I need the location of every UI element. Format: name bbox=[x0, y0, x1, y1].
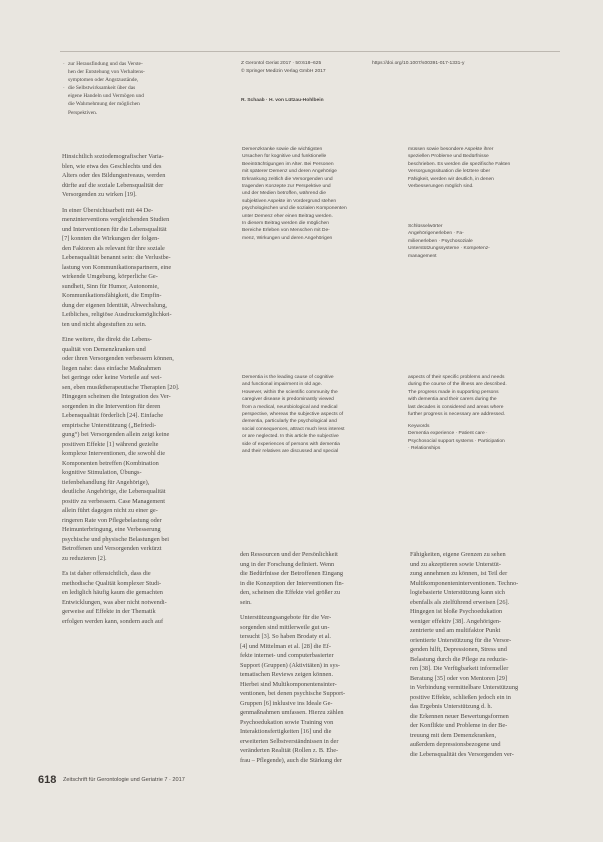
abstract-line: Versorgungssituation die letztere über bbox=[408, 169, 491, 175]
keyword-line: Schlüsselwörter bbox=[408, 224, 443, 229]
body-line: lastung von Kommunikationspartnern, eine bbox=[62, 263, 172, 271]
body-line: veränderten Realität (Rollen z. B. Ehe- bbox=[240, 747, 339, 754]
bullet-line: symptomen oder Angstzustände, bbox=[68, 77, 139, 84]
keyword-line: Unterstützungssysteme · Kompetenz- bbox=[408, 246, 490, 252]
online-line: © Springer Medizin Verlag GmbH 2017 bbox=[241, 69, 326, 74]
body-line: sein. bbox=[240, 598, 252, 606]
abstract-line: The progress made in supporting persons bbox=[408, 389, 499, 395]
top-rule bbox=[60, 51, 560, 52]
abstract-line: social consequences, attract much less interest bbox=[242, 426, 345, 432]
body-line: Support (Gruppen) (Aktivitäten) in sys- bbox=[240, 661, 341, 669]
body-line: Leibliches, religiöse Ausdrucksmöglichkei- bbox=[62, 311, 172, 318]
keyword-line: management bbox=[408, 253, 437, 259]
abstract-line: during the course of the illness are described. bbox=[408, 382, 507, 388]
body-line: erfolgen werden kann, sondern auch auf bbox=[62, 617, 164, 625]
abstract-line: menz, Wirkungen und deren Angehörigen bbox=[242, 235, 333, 241]
body-line: genden hilft, Depressionen, Stress und bbox=[410, 646, 507, 653]
body-line: dung der eigenen Identität, Abwechslung, bbox=[62, 301, 167, 309]
abstract-de-right bbox=[408, 146, 562, 190]
keyword-line: Angehörigenerleben · Fa- bbox=[408, 231, 464, 237]
abstract-en-box bbox=[236, 370, 566, 470]
abstract-line: dementia, particularly the psychological and bbox=[242, 419, 337, 425]
body-line: liegen nahe: dass einfache Maßnahmen bbox=[62, 364, 161, 372]
body-line: Psychoedukation sowie Training von bbox=[240, 718, 334, 726]
body-line: tersucht [3]. So haben Brodaty et al. bbox=[240, 633, 331, 640]
body-line: Multikomponenteninterventionen. Techno- bbox=[410, 579, 519, 587]
abstract-line: Beeinträchtigungen im Alter. Bei Personen bbox=[242, 161, 334, 167]
body-line: kognitive Stimulation, Übungs- bbox=[62, 469, 142, 476]
abstract-line: or are neglected. In this article the subjective bbox=[242, 434, 339, 440]
body-line: positive Effekte, schließen jedoch ein in bbox=[410, 693, 511, 701]
body-line: und Interventionen für die Lebensqualität bbox=[62, 225, 167, 233]
abstract-line: müssen sowie besondere Aspekte ihrer bbox=[408, 147, 494, 152]
keyword-line: Psychosocial support systems · Participation bbox=[408, 438, 505, 444]
abstract-line: beschrieben. Es werden die spezifische Fakten bbox=[408, 161, 511, 167]
body-line: bei geringe oder keine Vorteile auf wei- bbox=[62, 374, 162, 381]
body-line: tematischen Reviews zeigen können. bbox=[240, 671, 334, 678]
abstract-line: Verbesserungen möglich sind. bbox=[408, 184, 474, 190]
keyword-line: Dementia experience · Patient care · bbox=[408, 431, 488, 437]
abstract-line: Ursachen für kognitive und funktionelle bbox=[242, 154, 327, 160]
abstract-line: further progress is necessary are addressed. bbox=[408, 412, 506, 418]
abstract-line: Bereiche Erleben von Menschen mit De- bbox=[242, 228, 330, 234]
abstract-line: caregiver disease is predominantly viewed bbox=[242, 397, 334, 403]
body-line: ung in der Forschung definiert. Wenn bbox=[240, 560, 335, 568]
abstract-line: Demenzkranke sowie die wichtigsten bbox=[242, 147, 323, 152]
body-line: logiebasierte Unterstützung kann sich bbox=[410, 589, 505, 596]
body-line: die Erkennen neuer Bewertungsformen bbox=[410, 712, 509, 720]
body-line: positiven Effekte [1] während gezielte bbox=[62, 440, 159, 448]
body-line: das Ergebnis Unterstützung d. h. bbox=[410, 703, 493, 710]
body-line: ebenfalls als zielführend erweisen [26]. bbox=[410, 598, 510, 606]
body-line: erweiterten Selbstverständnissen in der bbox=[240, 737, 339, 745]
abstract-line: last decades is considered and areas where bbox=[408, 404, 504, 410]
body-line: Interaktionsfertigkeiten [16] und die bbox=[240, 728, 332, 735]
body-line: Belastung durch die Pflege zu reduzie- bbox=[410, 655, 508, 663]
body-line: Alters oder des Bildungsniveaus, werden bbox=[62, 172, 166, 179]
body-line: Hierbei sind Multikomponentensinter- bbox=[240, 680, 337, 688]
body-line: gerweise auf Effekte in der Thematik bbox=[62, 608, 156, 615]
body-line: den, scheinen die Effekte viel größer zu bbox=[240, 589, 341, 596]
body-line: Hingegen ist bloße Psychoedukation bbox=[410, 608, 503, 615]
body-line: zentrierte und am multifaktor Punkt bbox=[410, 627, 501, 634]
abstract-de-box bbox=[236, 140, 566, 360]
right-column-text bbox=[410, 550, 566, 759]
abstract-line: unter Demenz eher einen Beitrag werden. bbox=[242, 213, 333, 219]
body-line: wirkende Umgebung, körperliche Ge- bbox=[62, 273, 158, 280]
body-line: zung annehmen zu können, ist Teil der bbox=[410, 570, 508, 577]
body-line: sundheit, Sinn für Humor, Autonomie, bbox=[62, 282, 159, 290]
body-line: deutliche Angehörige, die Lebensqualität bbox=[62, 488, 166, 495]
abstract-line: side of experiences of persons with dementia bbox=[242, 441, 340, 447]
body-line: Kommunikationsfähigkeit, die Empfin- bbox=[62, 292, 162, 299]
body-line: den Faktoren als relevant für ihre soziale bbox=[62, 244, 165, 252]
body-line: oder ihren Versorgenden verbessern können, bbox=[62, 355, 174, 362]
keyword-line: milienerleben · Psychosoziale bbox=[408, 238, 473, 244]
body-line: Beratung [35] oder von Mentoren [29] bbox=[410, 674, 508, 682]
body-line: genmaßnahmen umfassen. Hierzu zählen bbox=[240, 709, 344, 716]
body-line: Heimunterbringung, eine Verbesserung bbox=[62, 526, 161, 533]
abstract-line: und der Medien betroffen, während die bbox=[242, 191, 326, 197]
body-line: in Verbindung vermittelbare Unterstützung bbox=[410, 684, 519, 691]
keyword-line: · Relationships bbox=[408, 446, 441, 452]
body-line: der Konflikte und Probleme in der Be- bbox=[410, 722, 508, 729]
bullet-list bbox=[63, 60, 228, 117]
body-line: blen, wie etwa des Geschlechts und des bbox=[62, 162, 162, 170]
abstract-line: In diesem Beitrag werden die möglichen bbox=[242, 221, 329, 227]
body-line: dürfte auf die soziale Lebensqualität der bbox=[62, 181, 164, 189]
bullet-line: Perspektiven. bbox=[68, 109, 98, 116]
body-line: ventionen, bei denen psychische Support- bbox=[240, 690, 346, 697]
body-line: empirische Unterstützung („Befriedi- bbox=[62, 421, 157, 429]
citation: Z Gerontol Geriat 2017 · 50:618–625 bbox=[241, 61, 322, 66]
authors: R. Schaab · H. von Lützau-Hohlbein bbox=[241, 98, 324, 103]
abstract-line: Fähigkeit, werden wir deutlich, in denen bbox=[408, 176, 494, 182]
journal-footer: Zeitschrift für Gerontologie und Geriatrie 7 · 2017 bbox=[63, 777, 185, 783]
body-line: In einer Übersichtsarbeit mit 44 De- bbox=[62, 206, 154, 214]
abstract-line: mit späterer Demenz und deren Angehörige bbox=[242, 169, 337, 175]
body-line: komplexe Interventionen, die sowohl die bbox=[62, 450, 165, 457]
abstract-de-left bbox=[242, 146, 400, 242]
bullet-line: die Wahrnehmung der möglichen bbox=[68, 101, 140, 108]
body-line: allein führt dagegen nicht zu einer ge- bbox=[62, 507, 158, 514]
abstract-line: psychologischen und die sozialen Komponenten bbox=[242, 206, 347, 212]
abstract-line: aspects of their specific problems and needs bbox=[408, 375, 505, 380]
body-line: [4] und Mittelman et al. [28] die Ef- bbox=[240, 642, 331, 650]
body-line: fekte internet- und computerbasierter bbox=[240, 652, 334, 659]
abstract-line: subjektiven Aspekte im Vordergrund stehen bbox=[242, 198, 337, 204]
body-line: frau – Pflegende), auch die Stärkung der bbox=[240, 756, 342, 764]
body-line: psychische und physische Belastungen bei bbox=[62, 535, 170, 543]
keywords-de bbox=[408, 223, 562, 260]
body-line: ringeren Rate von Pflegebelastung oder bbox=[62, 516, 162, 524]
body-line: menzinterventions vergleichenden Studien bbox=[62, 216, 170, 223]
body-line: zu reduzieren [2]. bbox=[62, 554, 107, 562]
body-line: [7] konnten die Wirkungen der folgen- bbox=[62, 235, 160, 242]
body-line: Es ist daher offensichtlich, dass die bbox=[62, 570, 151, 577]
bullet-line: eigene Handeln und Vermögen und bbox=[68, 93, 144, 100]
abstract-line: from a medical, neurobiological and medical bbox=[242, 404, 338, 410]
center-column-text bbox=[240, 550, 402, 765]
abstract-line: perspective, whereas the subjective aspects of bbox=[242, 412, 344, 418]
body-line: Gruppen [6] inklusive ins Ideale Ge- bbox=[240, 699, 333, 707]
body-line: die Bedürfnisse der Betroffenen Eingang bbox=[240, 570, 344, 577]
abstract-line: with dementia and their carers during the bbox=[408, 397, 497, 403]
doi: https://doi.org/10.1007/s00391-017-1331-y bbox=[372, 61, 465, 66]
body-line: Lebensqualität benannt sein: die Verlustbe- bbox=[62, 254, 171, 261]
bullet-line: die Selbstwirksamkeit über das bbox=[68, 85, 136, 92]
page-number: 618 bbox=[38, 774, 57, 786]
body-line: sen, eben musiktherapeutische Therapien [20]. bbox=[62, 383, 180, 391]
body-line: Komponenten betreffen (Kombination bbox=[62, 459, 159, 467]
abstract-line: and functional impairment in old age. bbox=[242, 382, 322, 388]
body-line: Fähigkeiten, eigene Grenzen zu sehen bbox=[410, 551, 506, 558]
body-line: sorgenden sind mittlerweile gut un- bbox=[240, 623, 330, 631]
body-line: die Lebensqualität des Versorgenden ver- bbox=[410, 750, 514, 758]
abstract-en-left bbox=[242, 374, 402, 455]
bullet-item: · zur Herausfindung und das Verste- hen der Entstehung von Verhaltens- symptomen oder Angstzustände, bbox=[68, 60, 228, 84]
abstract-line: and their relatives are discussed and special bbox=[242, 449, 339, 455]
keyword-line: Keywords bbox=[408, 424, 430, 429]
body-line: orientierte Unterstützung für die Versor- bbox=[410, 636, 512, 644]
body-line: Hinsichtlich soziodemografischer Varia- bbox=[62, 153, 164, 160]
body-line: den Ressourcen und der Persönlichkeit bbox=[240, 551, 338, 558]
body-line: methodische Qualität komplexer Studi- bbox=[62, 579, 162, 587]
body-line: gung“) bei Versorgenden allein zeigt keine bbox=[62, 431, 170, 438]
body-line: außerdem depressionsbezogene und bbox=[410, 741, 501, 748]
body-line: positiv zu verbessern. Case Management bbox=[62, 497, 165, 505]
body-line: Entwicklungen, was aber nicht notwendi- bbox=[62, 598, 167, 606]
left-column-text bbox=[62, 152, 232, 626]
body-line: Eine weitere, die direkt die Lebens- bbox=[62, 336, 152, 343]
body-line: ten und nicht abgestuften zu sein. bbox=[62, 320, 147, 328]
body-line: Unterstützungsangebote für die Ver- bbox=[240, 614, 332, 621]
body-line: in die Konzeption der Interventionen fin- bbox=[240, 579, 344, 587]
keywords-en bbox=[408, 423, 564, 453]
body-line: tiefenbehandlung für Angehörige), bbox=[62, 478, 150, 486]
body-line: Lebensqualität förderlich [24]. Einfache bbox=[62, 412, 164, 419]
body-line: und zu akzeptieren sowie Unterstüt- bbox=[410, 560, 501, 568]
body-line: Hingegen scheinen die Integration des Ver- bbox=[62, 393, 171, 400]
body-line: en lediglich häufig kaum die gemachten bbox=[62, 589, 163, 596]
abstract-line: tragenden Konzepte zur Perspektive und bbox=[242, 184, 331, 190]
body-line: treuung mit dem Demenzkranken, bbox=[410, 731, 497, 739]
body-line: weniger effektiv [38]. Angehörigen- bbox=[410, 617, 502, 625]
bullet-line: hen der Entstehung von Verhaltens- bbox=[68, 69, 145, 76]
abstract-en-right bbox=[408, 374, 564, 418]
body-line: sorgenden in die Intervention für deren bbox=[62, 402, 161, 410]
body-line: qualität von Demenzkranken und bbox=[62, 345, 146, 353]
abstract-line: Dementia is the leading cause of cognitive bbox=[242, 375, 334, 380]
body-line: Betroffenen und Versorgenden verkürzt bbox=[62, 545, 162, 552]
bullet-line: zur Herausfindung und das Verste- bbox=[68, 61, 143, 67]
body-line: ren [38]. Die Verfügbarkeit informeller bbox=[410, 665, 509, 672]
abstract-line: However, within the scientific community the bbox=[242, 389, 338, 395]
abstract-line: Erkrankung zeitlich die Versorgenden und bbox=[242, 176, 333, 182]
bullet-item: · die Selbstwirksamkeit über das eigene Handeln und Vermögen und die Wahrnehmung der möglichen Perspektiven. bbox=[68, 84, 228, 116]
body-line: Versorgenden zu wirken [19]. bbox=[62, 191, 137, 198]
abstract-line: speziellen Probleme und Bedürfnisse bbox=[408, 154, 489, 160]
